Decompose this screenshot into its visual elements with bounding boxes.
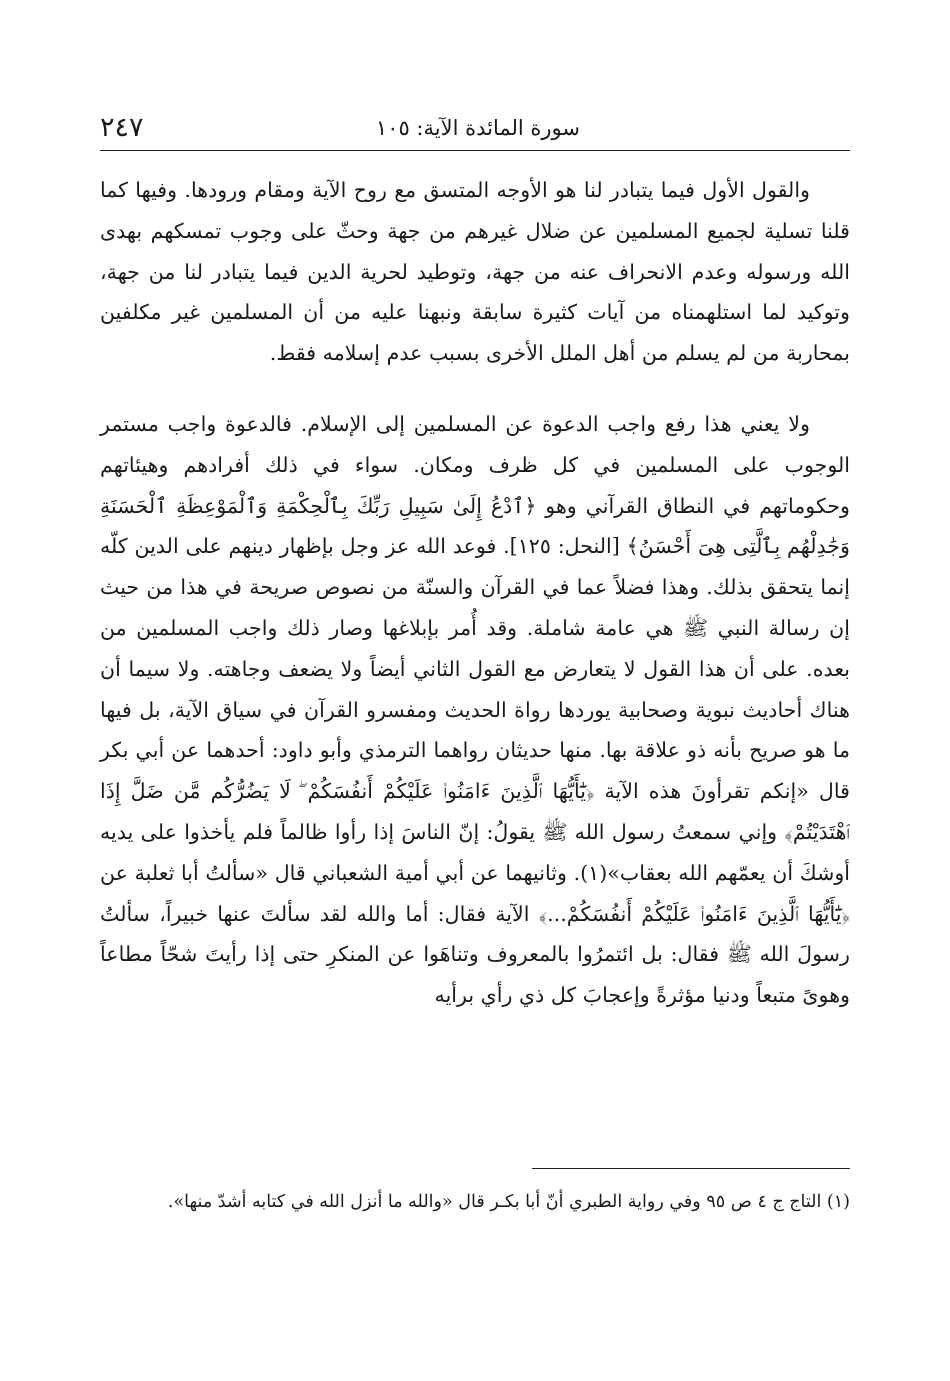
paragraph-2: ولا يعني هذا رفع واجب الدعوة عن المسلمين إلى الإسلام. فالدعوة واجب مستمر الوجوب على المسلمين في كل ظرف ومكان. سواء في ذلك أفرادهم وهيئاتهم وحكوماتهم في النطاق القرآني وهو ﴿ٱدْعُ إِلَىٰ سَبِيلِ رَبِّكَ بِٱلْحِكْمَةِ وَٱلْمَوْعِظَةِ ٱلْحَسَنَةِ وَجَٰدِلْهُم بِٱلَّتِى هِىَ أَحْسَنُ﴾ [النحل: ١٢٥]. فوعد الله عز وجل بإظهار دينهم على الدين كلّه إنما يتحقق بذلك. وهذا فضلاً عما في القرآن والسنّة من نصوص صريحة في هذا من حيث إن رسالة النبي ﷺ هي عامة شاملة. وقد أُمر بإبلاغها وصار ذلك واجب المسلمين من بعده. على أن هذا القول لا يتعارض مع القول الثاني أيضاً ولا يضعف وجاهته. ولا سيما أن هناك أحاديث نبوية وصحابية يوردها رواة الحديث ومفسرو القرآن في سياق الآية، بل فيها ما هو صريح بأنه ذو علاقة بها. منها حديثان رواهما الترمذي وأبو داود: أحدهما عن أبي بكر قال «إنكم تقرأونَ هذه الآية ﴿يَٰٓأَيُّهَا ٱلَّذِينَ ءَامَنُوا۟ عَلَيْكُمْ أَنفُسَكُمْ ۖ لَا يَضُرُّكُم مَّن ضَلَّ إِذَا ٱهْتَدَيْتُمْ﴾ وإني سمعتُ رسول الله ﷺ يقولُ: إنّ الناسَ إذا رأوا ظالماً فلم يأخذوا على يديه أوشكَ أن يعمّهم الله بعقاب»(١). وثانيهما عن أبي أمية الشعباني قال «سألتُ أبا ثعلبة عن ﴿يَٰٓأَيُّهَا ٱلَّذِينَ ءَامَنُوا۟ عَلَيْكُمْ أَنفُسَكُمْ...﴾ الآية فقال: أما والله لقد سألتَ عنها خبيراً، سألتُ رسولَ الله ﷺ فقال: بل ائتمرُوا بالمعروف وتناهَوا عن المنكرِ حتى إذا رأيتَ شحّاً مطاعاً وهوىً متبعاً ودنيا مؤثرةً وإعجابَ كل ذي رأي برأيه [100,411,850,1008]
footnote-1: (١) التاج ج ٤ ص ٩٥ وفي رواية الطبري أنّ أبا بكـر قال «والله ما أنزل الله في كتابه أشدّ منها». [167,1192,850,1212]
footnote-separator [532,1168,850,1169]
page-header [100,112,850,151]
paragraph-spacer [100,374,850,404]
main-text [100,170,850,1016]
paragraph-1: والقول الأول فيما يتبادر لنا هو الأوجه المتسق مع روح الآية ومقام ورودها. وفيها كما قلنا تسلية لجميع المسلمين عن ضلال غيرهم من جهة وحثّ على وجوب تمسكهم بهدى الله ورسوله وعدم الانحراف عنه من جهة، وتوطيد لحرية الدين فيما يتبادر لنا من جهة، وتوكيد لما استلهمناه من آيات كثيرة سابقة ونبهنا عليه من أن المسلمين غير مكلفين بمحاربة من لم يسلم من أهل الملل الأخرى بسبب عدم إسلامه فقط. [100,178,850,366]
page-number: ٢٤٧ [100,112,144,143]
running-title: سورة المائدة الآية: ١٠٥ [375,116,580,140]
